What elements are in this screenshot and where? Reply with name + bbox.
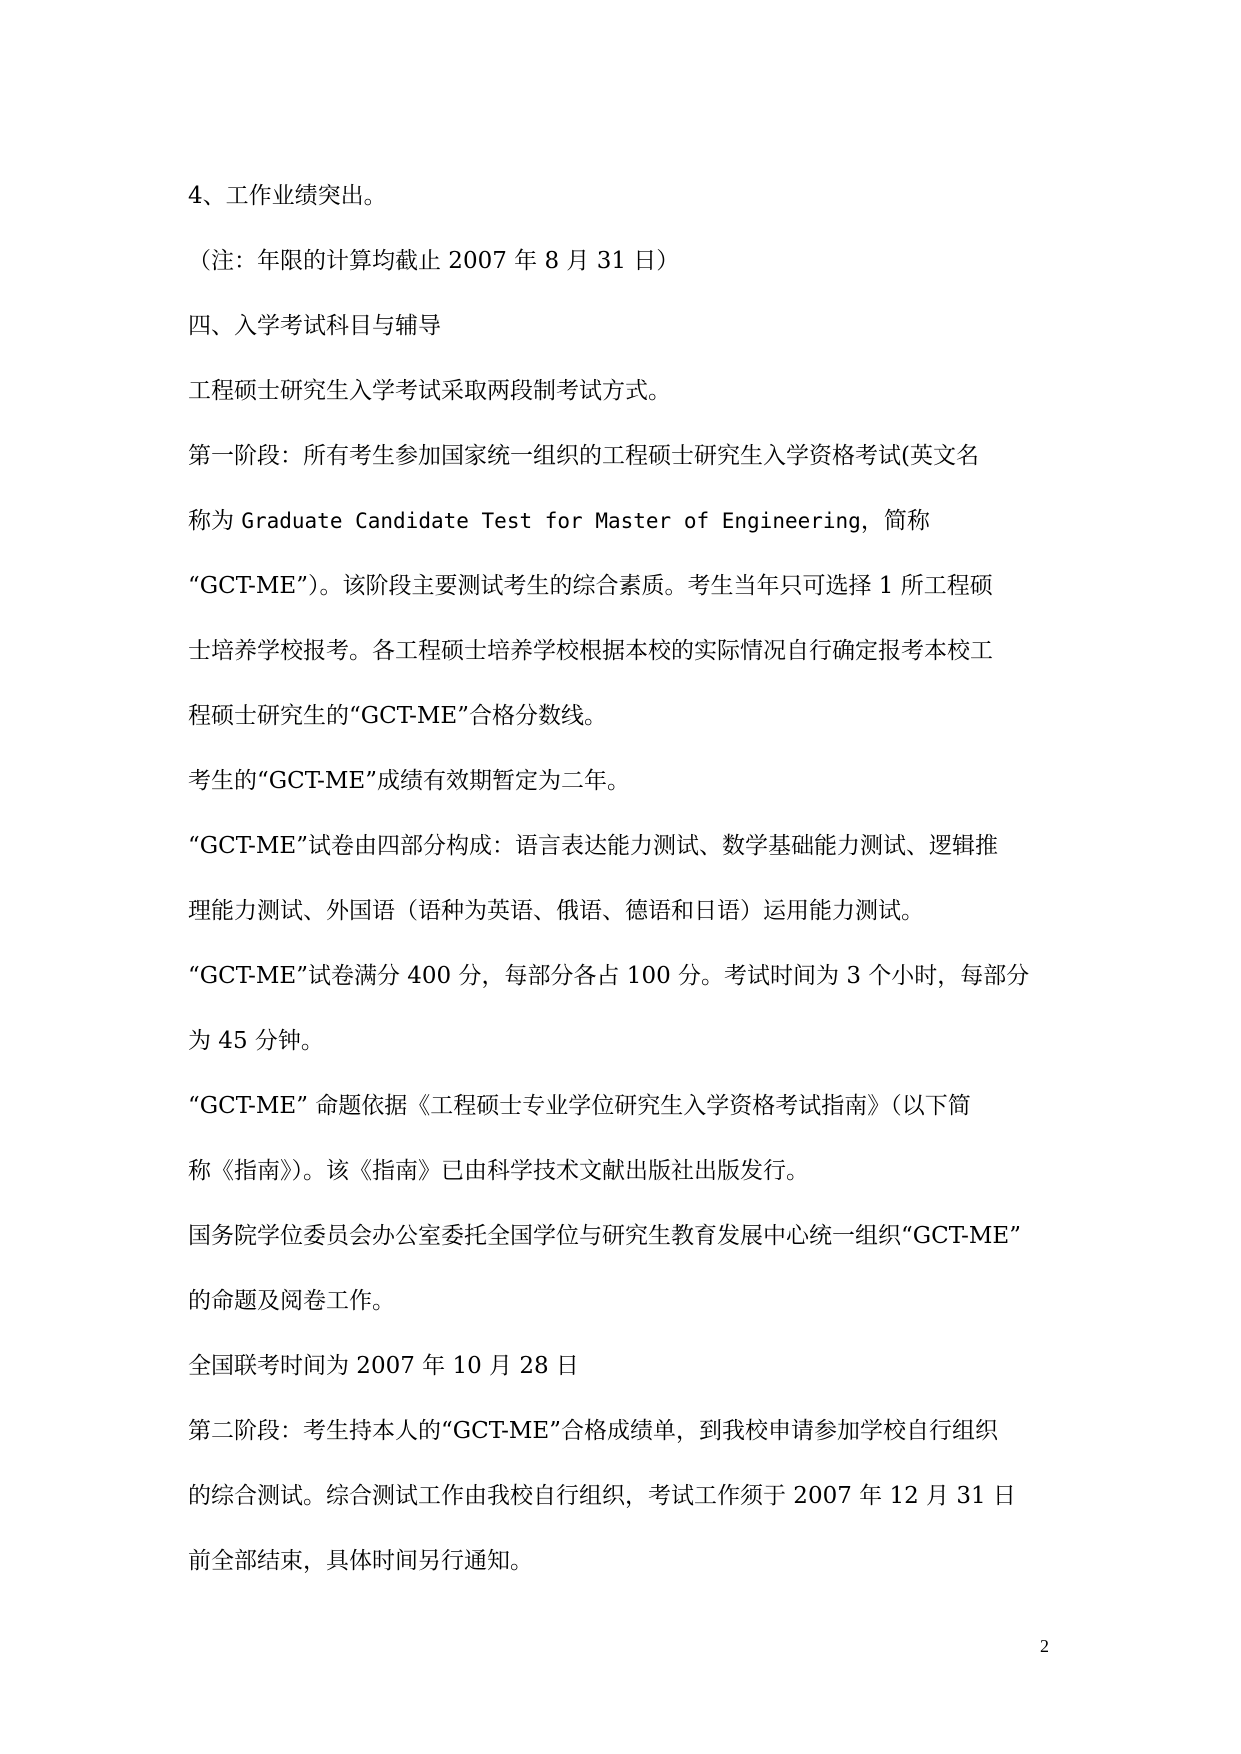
text-line-13: “GCT-ME”试卷满分 400 分，每部分各占 100 分。考试时间为 3 个小时，每部分 bbox=[188, 963, 1030, 989]
text-line-20: 第二阶段：考生持本人的“GCT-ME”合格成绩单，到我校申请参加学校自行组织 bbox=[188, 1418, 998, 1444]
page-number: 2 bbox=[1040, 1636, 1049, 1656]
body-text bbox=[188, 164, 1078, 1594]
text-line-11: “GCT-ME”试卷由四部分构成：语言表达能力测试、数学基础能力测试、逻辑推 bbox=[188, 833, 998, 859]
text-line-2: （注：年限的计算均截止 2007 年 8 月 31 日） bbox=[188, 248, 680, 274]
text-line-6-prefix: 称为 bbox=[188, 508, 242, 534]
text-line-18: 的命题及阅卷工作。 bbox=[188, 1288, 395, 1314]
text-line-5: 第一阶段：所有考生参加国家统一组织的工程硕士研究生入学资格考试(英文名 bbox=[188, 443, 979, 469]
text-line-9: 程硕士研究生的“GCT-ME”合格分数线。 bbox=[188, 703, 607, 729]
text-line-16: 称《指南》）。该《指南》已由科学技术文献出版社出版发行。 bbox=[188, 1158, 809, 1184]
text-line-17: 国务院学位委员会办公室委托全国学位与研究生教育发展中心统一组织“GCT-ME” bbox=[188, 1223, 1021, 1249]
text-line-6-suffix: ，简称 bbox=[860, 508, 930, 534]
text-line-1: 4、工作业绩突出。 bbox=[188, 183, 387, 209]
section-heading: 四、入学考试科目与辅导 bbox=[188, 313, 441, 339]
text-line-10: 考生的“GCT-ME”成绩有效期暂定为二年。 bbox=[188, 768, 630, 794]
english-test-name: Graduate Candidate Test for Master of Engineering bbox=[241, 509, 861, 533]
text-line-4: 工程硕士研究生入学考试采取两段制考试方式。 bbox=[188, 378, 671, 404]
text-line-19: 全国联考时间为 2007 年 10 月 28 日 bbox=[188, 1353, 579, 1379]
text-line-6 bbox=[188, 489, 1078, 554]
text-line-15: “GCT-ME” 命题依据《工程硕士专业学位研究生入学资格考试指南》（以下简 bbox=[188, 1093, 971, 1119]
text-line-7: “GCT-ME”）。该阶段主要测试考生的综合素质。考生当年只可选择 1 所工程硕 bbox=[188, 573, 993, 599]
text-line-12: 理能力测试、外国语（语种为英语、俄语、德语和日语）运用能力测试。 bbox=[188, 898, 924, 924]
text-line-22: 前全部结束，具体时间另行通知。 bbox=[188, 1548, 533, 1574]
text-line-14: 为 45 分钟。 bbox=[188, 1028, 324, 1054]
text-line-8: 士培养学校报考。各工程硕士培养学校根据本校的实际情况自行确定报考本校工 bbox=[188, 638, 993, 664]
text-line-21: 的综合测试。综合测试工作由我校自行组织，考试工作须于 2007 年 12 月 31 日 bbox=[188, 1483, 1016, 1509]
